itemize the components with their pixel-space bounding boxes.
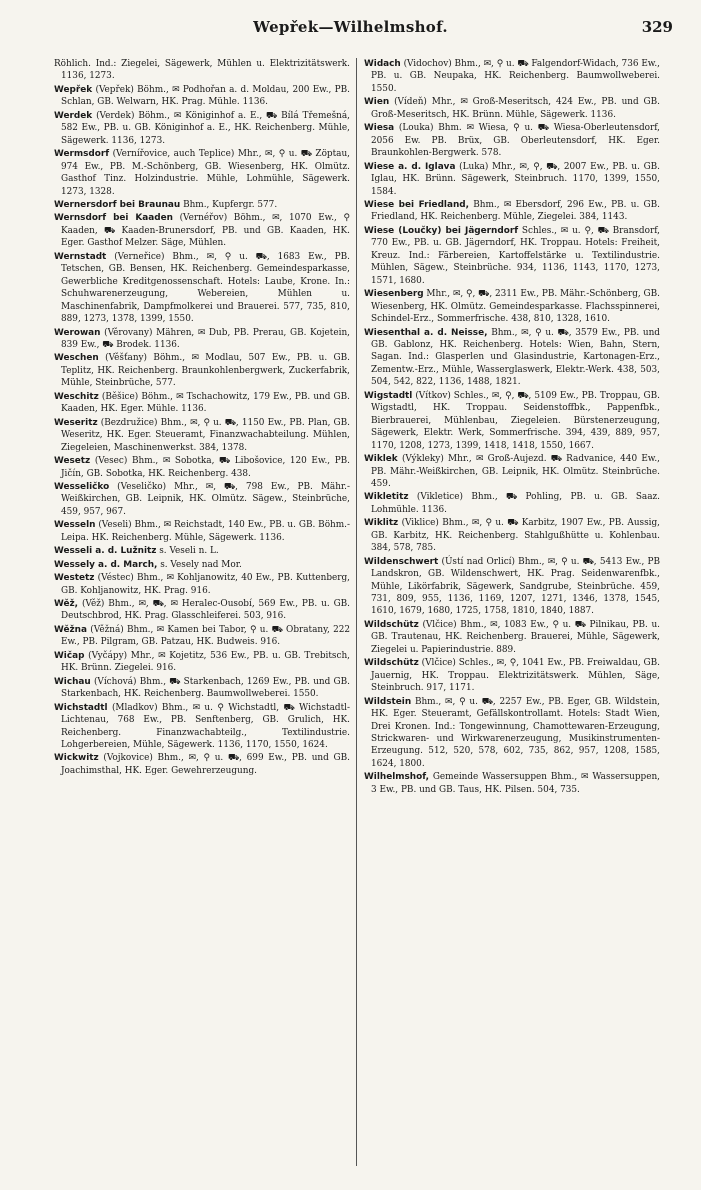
place-name: Wesseličko [54,481,110,492]
entry-details: Mhr., ✉, ⚲, ⛟, 2311 Ew., PB. Mähr.-Schönberg, GB. Wiesenberg, HK. Olmütz. Gemeindesparkasse. Flachsspinnerei, Schindel-Erz., Sommerfrische. 438, 810, 1328, 1610. [371,289,660,325]
page-number: 329 [641,18,673,36]
directory-entry [364,161,660,198]
place-name: Wiklek [364,454,398,465]
directory-entry [54,455,350,480]
entry-details: s. Vesely nad Mor. [160,559,242,570]
place-name: Wiesa [364,123,395,134]
directory-entry [54,58,350,83]
directory-entry [54,391,350,416]
place-name: Wěž, [54,599,79,610]
entry-details: (Veseličko) Mhr., ✉, ⛟, 798 Ew., PB. Mähr.-Weißkirchen, GB. Leipnik, HK. Olmütz. Sägew., Steinbrüche, 459, 957, 967. [61,481,350,517]
directory-entry [364,199,660,224]
directory-entry [364,225,660,287]
entry-details: (Vesec) Bhm., ✉ Sobotka, ⛟ Libošovice, 120 Ew., PB. Jičín, GB. Sobotka, HK. Reichenberg. 438. [61,456,350,479]
place-name: Werdek [54,110,93,121]
place-name: Wěžna [54,624,87,635]
entry-details: (Věžná) Bhm., ✉ Kamen bei Tabor, ⚲ u. ⛟ Obratany, 222 Ew., PB. Pilgram, GB. Patzau, HK. Budweis. 916. [61,624,350,648]
directory-entry [54,572,350,597]
place-name: Werowan [54,327,101,338]
directory-entry [364,619,660,656]
place-name: Wesseli a. d. Lužnitz [54,546,157,557]
place-name: Wiese (Loučky) bei Jägerndorf [364,225,519,236]
place-name: Wičap [54,650,85,661]
place-name: Wichau [54,676,91,687]
place-name: Weschitz [54,391,99,402]
entry-details: (Vlčice) Schles., ✉, ⚲, 1041 Ew., PB. Freiwaldau, GB. Jauernig, HK. Troppau. Elektrizitätswerk. Mühlen, Säge, Steinbruch. 917, 1171. [371,658,660,694]
entry-details: (Louka) Bhm. ✉ Wiesa, ⚲ u. ⛟ Wiesa-Oberleutensdorf, 2056 Ew. PB. Brüx, GB. Oberleutensdorf, HK. Eger. Braunkohlen-Bergwerk. 578. [371,123,660,159]
entry-details: (Verdek) Böhm., ✉ Königinhof a. E., ⛟ Bílá Třemešná, 582 Ew., PB. u. GB. Königinhof a. E., HK. Reichenberg. Mühle, Sägewerk. 1136, 1273. [61,110,350,146]
place-name: Wildschütz [364,619,419,630]
place-name: Wesetz [54,456,91,467]
directory-entry [54,545,350,557]
directory-entry [54,327,350,352]
entry-details: (Věž) Bhm., ✉, ⛟, ✉ Heralec-Ousobí, 569 Ew., PB. u. GB. Deutschbrod, HK. Prag. Glasschleiferei. 503, 916. [61,599,350,622]
directory-entry [54,559,350,571]
entry-details: (Luka) Mhr., ✉, ⚲, ⛟, 2007 Ew., PB. u. GB. Iglau, HK. Brünn. Sägewerk, Steinbruch. 1170, 1399, 1550, 1584. [371,161,660,197]
entry-details: Bhm., Kupfergr. 577. [183,199,278,210]
place-name: Wikletitz [364,492,409,503]
entry-details: (Vernéřov) Böhm., ✉, 1070 Ew., ⚲ Kaaden, ⛟ Kaaden-Brunersdorf, PB. und GB. Kaaden, HK. Eger. Gasthof Melzer. Säge, Mühlen. [61,213,350,249]
directory-entry [54,110,350,147]
place-name: Wermsdorf [54,149,110,160]
entry-details: (Viklice) Bhm., ✉, ⚲ u. ⛟ Karbitz, 1907 Ew., PB. Aussig, GB. Karbitz, HK. Reichenberg. Stahlgußhütte u. Kohlenbau. 384, 578, 785. [371,518,660,554]
directory-entry [54,84,350,109]
entry-details: Bhm., ✉, ⚲ u. ⛟, 2257 Ew., PB. Eger, GB. Wildstein, HK. Eger. Steueramt, Gefällskontrollamt. Hotels: Stadt Wien, Drei Kronen. Ind.: Tongewinnung, Chamottewaren-Erzeugung, Strickwaren- und Wirkwarenerzeugung, Musikinstrumenten-Erzeugung. 512, 520, 578, 602, 735, 862, 957, 1208, 1585, 1624, 1800. [371,696,660,769]
directory-entry [364,517,660,554]
entry-details: (Věrovany) Mähren, ✉ Dub, PB. Prerau, GB. Kojetein, 839 Ew., ⛟ Brodek. 1136. [61,327,350,350]
directory-entry [54,598,350,623]
entry-details: (Mladkov) Bhm., ✉ u. ⚲ Wichstadtl, ⛟ Wichstadtl-Lichtenau, 768 Ew., PB. Senftenberg, GB. Grulich, HK. Reichenberg. Finanzwachabteilg., Textilindustrie. Lohgerbereien, Mühle, Sägewerk. 1136, 1170, 1550, 1624. [61,702,350,751]
directory-entry [364,288,660,325]
entry-details: (Běšice) Böhm., ✉ Tschachowitz, 179 Ew., PB. und GB. Kaaden, HK. Eger. Mühle. 1136. [61,391,350,415]
directory-entry [54,352,350,389]
entry-details: Bhm., ✉ Ebersdorf, 296 Ew., PB. u. GB. Friedland, HK. Reichenberg. Mühle, Ziegelei. 384, 1143. [371,199,660,223]
place-name: Wernstadt [54,251,107,262]
directory-entry [364,453,660,490]
place-name: Wildenschwert [364,556,439,567]
place-name: Wiese bei Friedland, [364,199,469,210]
place-name: Weseritz [54,417,98,428]
entry-details: Röhlich. Ind.: Ziegelei, Sägewerk, Mühlen u. Elektrizitätswerk. 1136, 1273. [54,59,350,82]
place-name: Wiesenberg [364,289,424,300]
entry-details: (Vlčice) Bhm., ✉, 1083 Ew., ⚲ u. ⛟ Pilnikau, PB. u. GB. Trautenau, HK. Reichenberg. Brauerei, Mühle, Sägewerk, Ziegelei u. Papierindustrie. 889. [371,619,660,655]
entry-details: (Vítkov) Schles., ✉, ⚲, ⛟, 5109 Ew., PB. Troppau, GB. Wigstadtl, HK. Troppau. Seidenstoffbk., Pappenfbk., Bierbrauerei, Mühlenbau, Ziegeleien. Bürstenerzeugung, Sägewerk, Elektr. Werk, Sommerfrische. 394, 439, 889, 957, 1170, 1208, 1273, 1399, 1418, 1418, 1550, 1667. [371,390,660,451]
right-column [364,58,660,1170]
directory-entry [364,96,660,121]
place-name: Wessely a. d. March, [54,559,158,570]
directory-entry [364,696,660,771]
entry-details: (Verneřice) Bhm., ✉, ⚲ u. ⛟, 1683 Ew., PB. Tetschen, GB. Bensen, HK. Reichenberg. Gemeindesparkasse, Gewerbliche Kreditgenossenschaft. Hotels: Laube, Krone. In.: Schuhwarenerzeugung, Webereien, Mühlen u. Maschinenfabrik, Dampfmolkerei und Brauerei. 577, 735, 810, 889, 1273, 1378, 1399, 1550. [61,251,350,325]
place-name: Widach [364,59,401,69]
left-column [54,58,350,1170]
directory-entry [54,199,350,211]
directory-entry [54,702,350,752]
entry-details: (Ústí nad Orlicí) Bhm., ✉, ⚲ u. ⛟, 5413 Ew., PB Landskron, GB. Wildenschwert, HK. Prag. Seidenwarenfbk., Mühle, Likörfabrik, Sägewerk, Sandgrube, Steinbrüche. 459, 731, 809, 955, 1136, 1169, 1207, 1271, 1346, 1378, 1545, 1610, 1679, 1680, 1725, 1758, 1810, 1840, 1887. [371,556,660,617]
entry-details: s. Veseli n. L. [159,546,219,557]
directory-entry [54,519,350,544]
directory-entry [364,122,660,159]
place-name: Wesseln [54,520,96,531]
directory-entry [364,771,660,796]
entry-details: (Vídeň) Mhr., ✉ Groß-Meseritsch, 424 Ew., PB. und GB. Groß-Meseritsch, HK. Brünn. Mühle, Sägewerk. 1136. [371,97,660,120]
place-name: Weschen [54,353,99,364]
entry-details: (Vyčápy) Mhr., ✉ Kojetitz, 536 Ew., PB. u. GB. Trebitsch, HK. Brünn. Ziegelei. 916. [61,650,350,674]
directory-entry [54,676,350,701]
entry-details: (Vernířovice, auch Teplice) Mhr., ✉, ⚲ u. ⛟ Zöptau, 974 Ew., PB. M.-Schönberg, GB. Wiesenberg, HK. Olmütz. Gasthof Tinz. Holzindustrie. Mühle, Lohmühle, Sägewerk. 1273, 1328. [61,149,350,197]
directory-entry [364,491,660,516]
entry-details: Gemeinde Wassersuppen Bhm., ✉ Wassersuppen, 3 Ew., PB. und GB. Taus, HK. Pilsen. 504, 735. [371,772,660,795]
place-name: Westetz [54,573,95,584]
place-name: Wickwitz [54,753,99,764]
directory-entry [364,556,660,618]
directory-entry [54,251,350,326]
place-name: Wepřek [54,84,93,95]
entry-details: (Vidochov) Bhm., ✉, ⚲ u. ⛟ Falgendorf-Widach, 736 Ew., PB. u. GB. Neupaka, HK. Reichenberg. Baumwollweberei. 1550. [371,59,660,94]
directory-entry [54,752,350,777]
entry-details: (Veseli) Bhm., ✉ Reichstadt, 140 Ew., PB. u. GB. Böhm.-Leipa. HK. Reichenberg. Mühle, Sägewerk. 1136. [61,520,350,543]
column-divider [356,58,357,1166]
directory-entry [364,327,660,389]
directory-entry [54,212,350,249]
directory-entry [54,417,350,454]
place-name: Wernsdorf bei Kaaden [54,213,173,224]
entry-details: (Výkleky) Mhr., ✉ Groß-Aujezd. ⛟ Radvanice, 440 Ew., PB. Mähr.-Weißkirchen, GB. Leipnik, HK. Olmütz. Steinbrüche. 459. [371,454,660,489]
entry-details: (Véstec) Bhm., ✉ Kohljanowitz, 40 Ew., PB. Kuttenberg, GB. Kohljanowitz, HK. Prag. 916. [61,573,350,596]
entry-details: (Vepřek) Böhm., ✉ Podhořan a. d. Moldau, 200 Ew., PB. Schlan, GB. Welwarn, HK. Prag. Mühle. 1136. [61,84,350,108]
place-name: Wildstein [364,696,412,707]
directory-entry [364,58,660,95]
place-name: Wichstadtl [54,702,108,713]
entry-details: Bhm., ✉, ⚲ u. ⛟, 3579 Ew., PB. und GB. Gablonz, HK. Reichenberg. Hotels: Wien, Bahn, Stern, Sagan. Ind.: Glasperlen und Glasindustrie, Kartonagen-Erz., Zementw.-Erz., Mühle, Wasserglaswerk, Elektr.-Werk. 438, 503, 504, 542, 822, 1136, 1488, 1821. [371,327,660,388]
entry-details: (Věšťany) Böhm., ✉ Modlau, 507 Ew., PB. u. GB. Teplitz, HK. Reichenberg. Braunkohlenbergwerk, Zuckerfabrik, Mühle, Steinbrüche, 577. [61,353,350,389]
place-name: Wiklitz [364,518,399,529]
directory-entry [364,390,660,452]
entry-details: (Víchová) Bhm., ⛟ Starkenbach, 1269 Ew., PB. und GB. Starkenbach, HK. Reichenberg. Baumwollweberei. 1550. [61,676,350,700]
directory-entry [54,481,350,518]
entry-details: (Vikletice) Bhm., ⛟ Pohling, PB. u. GB. Saaz. Lohmühle. 1136. [371,492,660,515]
entry-details: (Bezdružice) Bhm., ✉, ⚲ u. ⛟, 1150 Ew., PB. Plan, GB. Weseritz, HK. Eger. Steueramt, Finanzwachabteilung. Mühlen, Ziegeleien, Maschinenwerkst. 384, 1378. [61,417,350,453]
place-name: Wiese a. d. Iglava [364,161,456,172]
place-name: Wiesenthal a. d. Neisse, [364,327,488,338]
directory-entry [364,657,660,694]
page-header [0,10,701,40]
place-name: Wien [364,97,390,108]
place-name: Wigstadtl [364,390,413,401]
directory-entry [54,650,350,675]
place-name: Wilhelmshof, [364,772,429,783]
entry-details: Schles., ✉ u. ⚲, ⛟ Bransdorf, 770 Ew., PB. u. GB. Jägerndorf, HK. Troppau. Hotels: Freiheit, Kreuz. Ind.: Färbereien, Kartoffelstärke u. Textilindustrie. Mühlen, Sägew., Steinbrüche. 934, 1136, 1143, 1170, 1273, 1571, 1680. [371,225,660,286]
running-title: Wepřek—Wilhelmshof. [253,18,448,36]
entry-details: (Vojkovice) Bhm., ✉, ⚲ u. ⛟, 699 Ew., PB. und GB. Joachimsthal, HK. Eger. Gewehrerzeugung. [61,753,350,776]
directory-entry [54,624,350,649]
place-name: Wildschütz [364,658,419,669]
directory-entry [54,148,350,198]
place-name: Wernersdorf bei Braunau [54,199,181,210]
